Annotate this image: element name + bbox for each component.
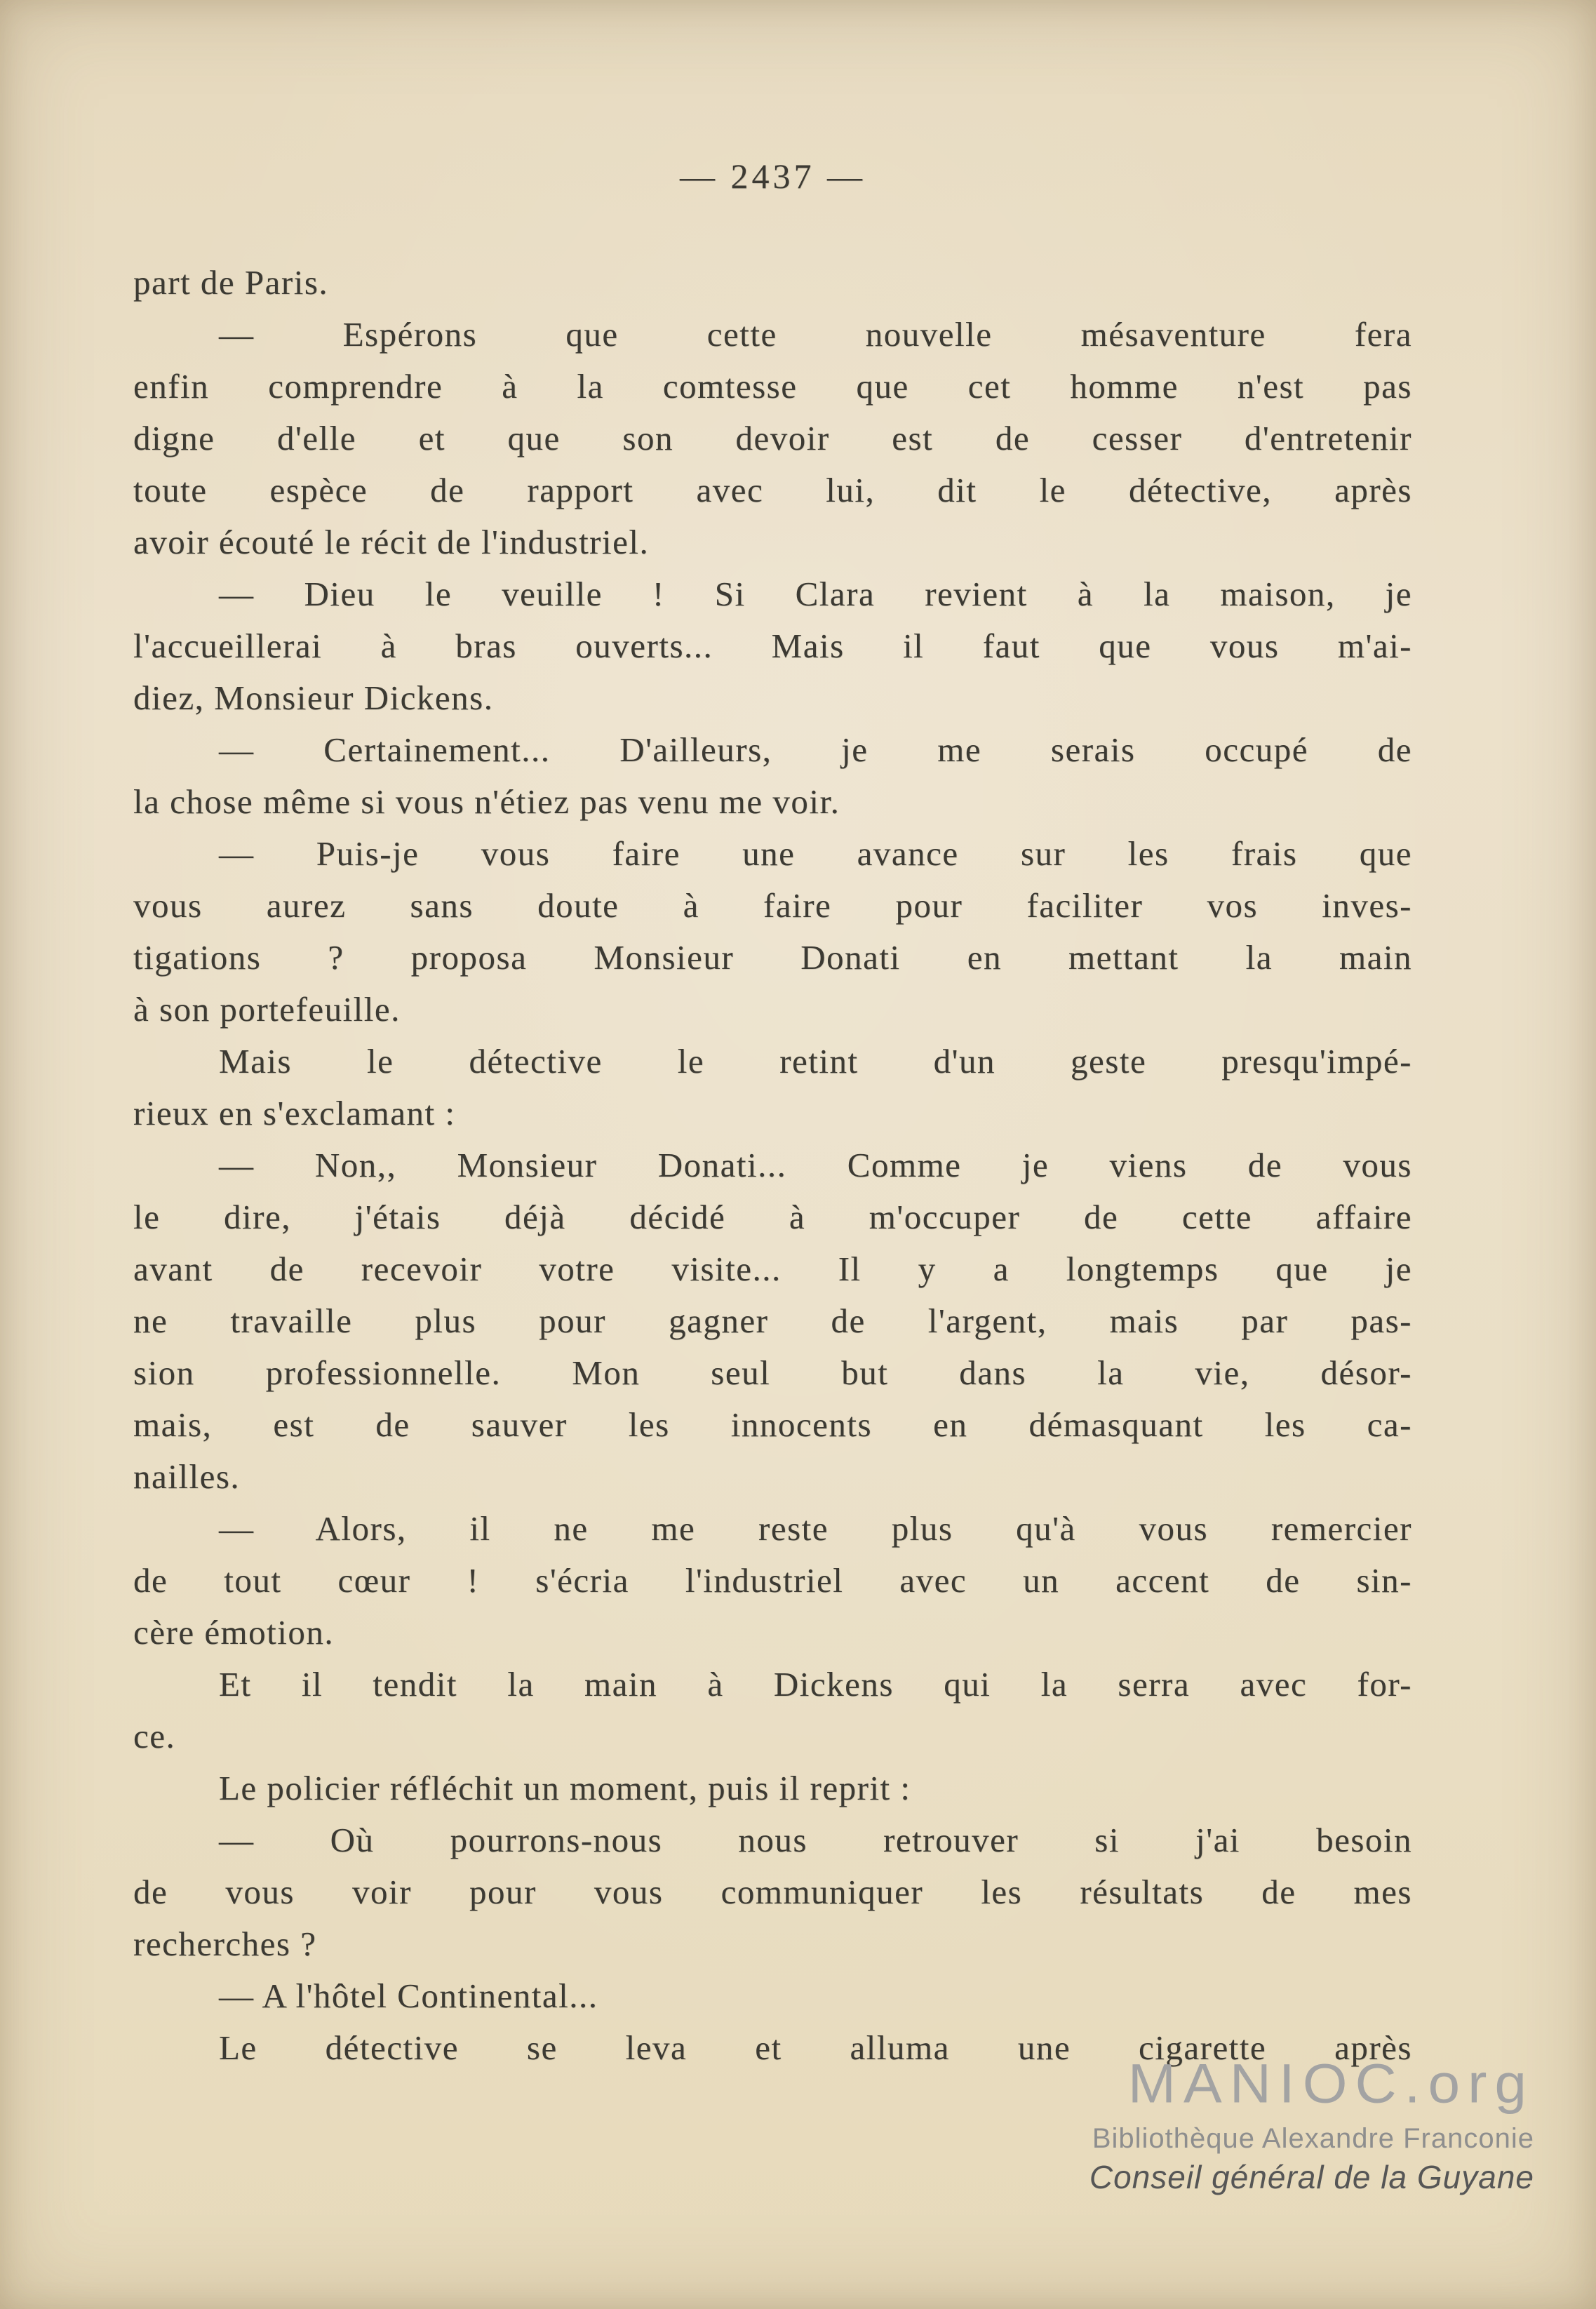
- text-line: — Non,, Monsieur Donati... Comme je viens de vous: [219, 1146, 1412, 1184]
- page-number: — 2437 —: [680, 156, 866, 196]
- manioc-logo: MANIOC.org: [1127, 2053, 1534, 2115]
- text-line: — Espérons que cette nouvelle mésaventure fera: [219, 315, 1412, 354]
- text-line: ce.: [133, 1717, 176, 1755]
- text-line: avoir écouté le récit de l'industriel.: [133, 523, 650, 561]
- text-line: Mais le détective le retint d'un geste presqu'impé-: [219, 1042, 1412, 1080]
- text-line: Et il tendit la main à Dickens qui la serra avec for-: [219, 1665, 1412, 1704]
- text-line: sion professionnelle. Mon seul but dans la vie, désor-: [133, 1353, 1412, 1392]
- text-line: — Alors, il ne me reste plus qu'à vous remercier: [219, 1509, 1412, 1548]
- text-line: — Dieu le veuille ! Si Clara revient à la maison, je: [219, 575, 1412, 613]
- text-line: — A l'hôtel Continental...: [219, 1976, 598, 2015]
- council-name: Conseil général de la Guyane: [1089, 2159, 1534, 2195]
- text-line: enfin comprendre à la comtesse que cet homme n'est pas: [133, 367, 1412, 406]
- text-line: — Certainement... D'ailleurs, je me serais occupé de: [219, 730, 1412, 769]
- text-line: mais, est de sauver les innocents en démasquant les ca-: [133, 1405, 1412, 1444]
- body-text: [133, 257, 1412, 2074]
- text-line: la chose même si vous n'étiez pas venu me voir.: [133, 782, 840, 821]
- text-line: avant de recevoir votre visite... Il y a longtemps que je: [133, 1250, 1412, 1288]
- text-line: cère émotion.: [133, 1613, 335, 1652]
- text-line: rieux en s'exclamant :: [133, 1094, 456, 1132]
- library-name: Bibliothèque Alexandre Franconie: [1092, 2123, 1534, 2154]
- text-line: part de Paris.: [133, 263, 329, 302]
- text-line: de vous voir pour vous communiquer les résultats de mes: [133, 1873, 1412, 1911]
- text-line: toute espèce de rapport avec lui, dit le détective, après: [133, 471, 1412, 509]
- text-line: ne travaille plus pour gagner de l'argent, mais par pas-: [133, 1301, 1412, 1340]
- text-line: recherches ?: [133, 1925, 317, 1963]
- text-line: diez, Monsieur Dickens.: [133, 678, 494, 717]
- text-line: vous aurez sans doute à faire pour faciliter vos inves-: [133, 886, 1412, 925]
- text-line: tigations ? proposa Monsieur Donati en mettant la main: [133, 938, 1412, 977]
- text-line: le dire, j'étais déjà décidé à m'occuper de cette affaire: [133, 1198, 1412, 1236]
- text-line: — Où pourrons-nous nous retrouver si j'ai besoin: [219, 1821, 1412, 1859]
- manioc-watermark: [1089, 2054, 1534, 2195]
- text-line: Le détective se leva et alluma une cigarette après: [219, 2028, 1412, 2067]
- text-line: l'accueillerai à bras ouverts... Mais il faut que vous m'ai-: [133, 627, 1412, 665]
- text-line: — Puis-je vous faire une avance sur les frais que: [219, 834, 1412, 873]
- text-line: Le policier réfléchit un moment, puis il reprit :: [219, 1769, 911, 1807]
- text-line: de tout cœur ! s'écria l'industriel avec un accent de sin-: [133, 1561, 1412, 1600]
- text-line: digne d'elle et que son devoir est de cesser d'entretenir: [133, 419, 1412, 457]
- text-line: à son portefeuille.: [133, 990, 401, 1029]
- text-line: nailles.: [133, 1457, 241, 1496]
